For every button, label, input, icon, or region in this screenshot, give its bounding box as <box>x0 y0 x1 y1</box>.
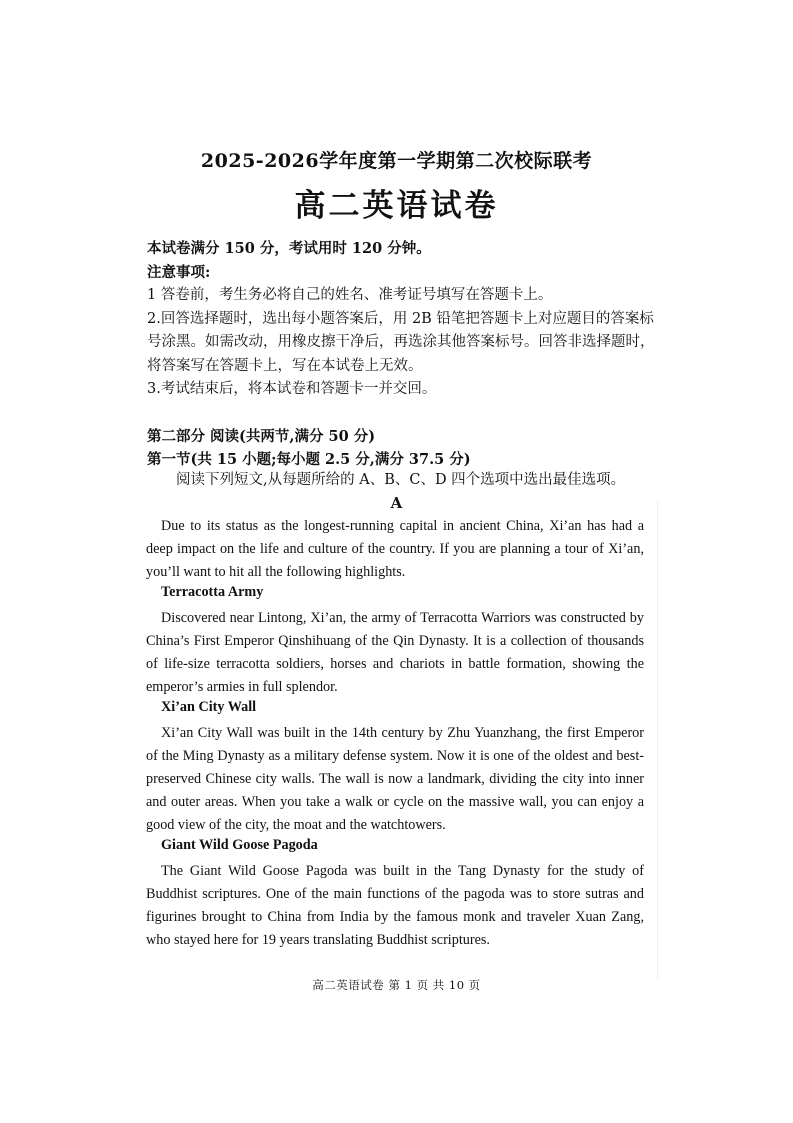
score-line: 本试卷满分 150 分，考试用时 120 分钟。 <box>147 240 431 257</box>
notice-line: 1 答卷前，考生务必将自己的姓名、准考证号填写在答题卡上。 <box>147 287 553 303</box>
notice-line: 2.回答选择题时，选出每小题答案后，用 2B 铅笔把答题卡上对应题目的答案标 <box>147 310 654 327</box>
exam-title: 2025-2026学年度第一学期第二次校际联考 <box>200 150 593 172</box>
site-text-pagoda: The Giant Wild Goose Pagoda was built in the Tang Dynasty for the study of Buddhist scriptures. One of the main functions of the pagoda was to store sutras and figurines brought to China from India by the famous monk and traveler Xuan Zang, who stayed here for 19 years translating Buddhist scriptures. <box>146 863 644 948</box>
passage-letter: A <box>390 494 403 512</box>
page-footer: 高二英语试卷 第 1 页 共 10 页 <box>312 978 481 992</box>
site-heading-city-wall: Xi’an City Wall <box>161 699 257 715</box>
subsection-heading: 第一节(共 15 小题;每小题 2.5 分,满分 37.5 分) <box>147 451 471 468</box>
paper-title: 高二英语试卷 <box>294 188 499 224</box>
notice-line: 3.考试结束后，将本试卷和答题卡一并交回。 <box>147 381 437 397</box>
site-text-city-wall: Xi’an City Wall was built in the 14th century by Zhu Yuanzhang, the first Emperor of the Ming Dynasty as a military defense system. Now it is one of the oldest and best-preserved Chinese city walls. The wall is now a landmark, dividing the city into inner and outer areas. When you take a walk or cycle on the massive wall, you can enjoy a good view of the city, the moat and the watchtowers. <box>146 725 644 833</box>
site-text-terracotta: Discovered near Lintong, Xi’an, the army of Terracotta Warriors was constructed by China’s First Emperor Qinshihuang of the Qin Dynasty. It is a collection of thousands of life-size terracotta soldiers, horses and chariots in battle formation, showing the emperor’s armies in full splendor. <box>146 610 644 695</box>
notice-line: 号涂黑。如需改动，用橡皮擦干净后，再选涂其他答案标号。回答非选择题时， <box>147 334 655 350</box>
notice-block <box>147 237 655 402</box>
site-heading-pagoda: Giant Wild Goose Pagoda <box>161 837 318 853</box>
notice-heading: 注意事项: <box>147 263 211 281</box>
notice-line: 将答案写在答题卡上，写在本试卷上无效。 <box>147 357 423 374</box>
site-heading-terracotta: Terracotta Army <box>161 584 264 600</box>
scan-edge-line <box>657 500 658 980</box>
passage-intro: Due to its status as the longest-running capital in ancient China, Xi’an has had a deep impact on the life and culture of the country. If you are planning a tour of Xi’an, you’ll want to hit all the following highlights. <box>146 518 644 580</box>
part-heading: 第二部分 阅读(共两节,满分 50 分) <box>147 428 376 445</box>
reading-direction: 阅读下列短文,从每题所给的 A、B、C、D 四个选项中选出最佳选项。 <box>176 472 626 488</box>
